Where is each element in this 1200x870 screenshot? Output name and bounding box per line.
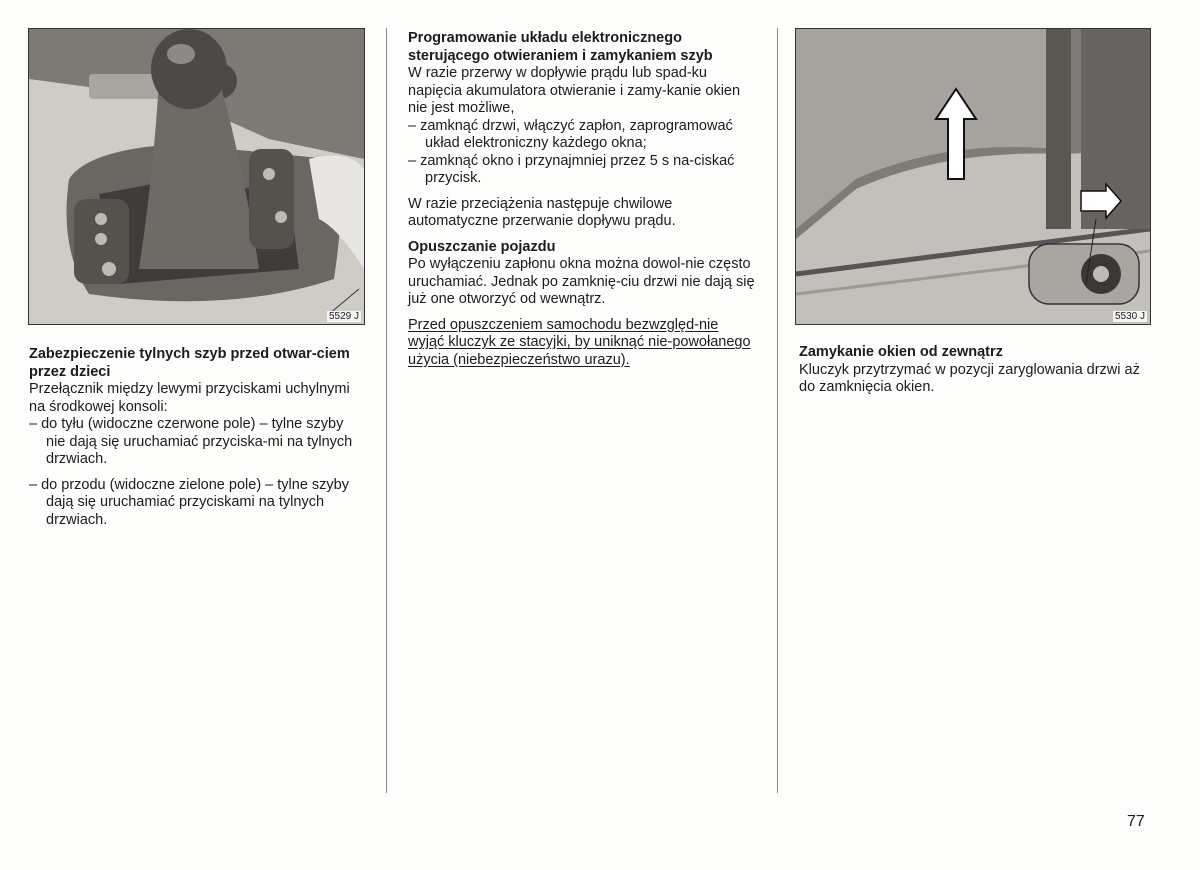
section-heading: Zamykanie okien od zewnątrz [799,344,1003,360]
list-item: – do przodu (widoczne zielone pole) – tylne szyby dają się uruchamiać przyciskami na tylnych drzwiach. [29,476,349,528]
right-column [799,344,1149,397]
warning-note: Przed opuszczeniem samochodu bezwzględ-nie wyjąć kluczyk ze stacyjki, by uniknąć nie-powołanego użycia (niebezpieczeństwo urazu). [408,316,751,368]
door-illustration [796,29,1150,324]
list-item: – zamknąć okno i przynajmniej przez 5 s na-ciskać przycisk. [408,152,735,186]
door-figure [795,28,1151,325]
column-divider [386,28,387,793]
console-figure [28,28,365,325]
paragraph: W razie przerwy w dopływie prądu lub spad-ku napięcia akumulatora otwieranie i zamy-kanie okien nie jest możliwe, [408,65,741,116]
paragraph: W razie przeciążenia następuje chwilowe automatyczne przerwanie dopływu prądu. [408,195,676,229]
left-column [29,346,359,529]
paragraph: Kluczyk przytrzymać w pozycji zaryglowania drzwi aż do zamknięcia okien. [799,361,1140,395]
list-item: – zamknąć drzwi, włączyć zapłon, zaprogramować układ elektroniczny każdego okna; [408,117,733,151]
figure-label: 5530 J [1114,311,1145,322]
section-heading: Programowanie układu elektronicznego sterującego otwieraniem i zamykaniem szyb [408,30,713,64]
list-item: – do tyłu (widoczne czerwone pole) – tylne szyby nie dają się uruchamiać przyciska-mi na tylnych drzwiach. [29,416,353,467]
section-heading: Opuszczanie pojazdu [408,238,556,255]
section-heading: Zabezpieczenie tylnych szyb przed otwar-ciem przez dzieci [29,346,350,380]
figure-label: 5529 J [328,311,359,322]
middle-column [408,30,756,369]
paragraph: Przełącznik między lewymi przyciskami uchylnymi na środkowej konsoli: [29,381,350,415]
page-number: 77 [1127,813,1145,830]
column-divider [777,28,778,793]
console-illustration [29,29,364,324]
paragraph: Po wyłączeniu zapłonu okna można dowol-nie często uruchamiać. Jednak po zamknię-ciu drzwi nie dają się już one otworzyć od wewnątrz. [408,256,755,307]
